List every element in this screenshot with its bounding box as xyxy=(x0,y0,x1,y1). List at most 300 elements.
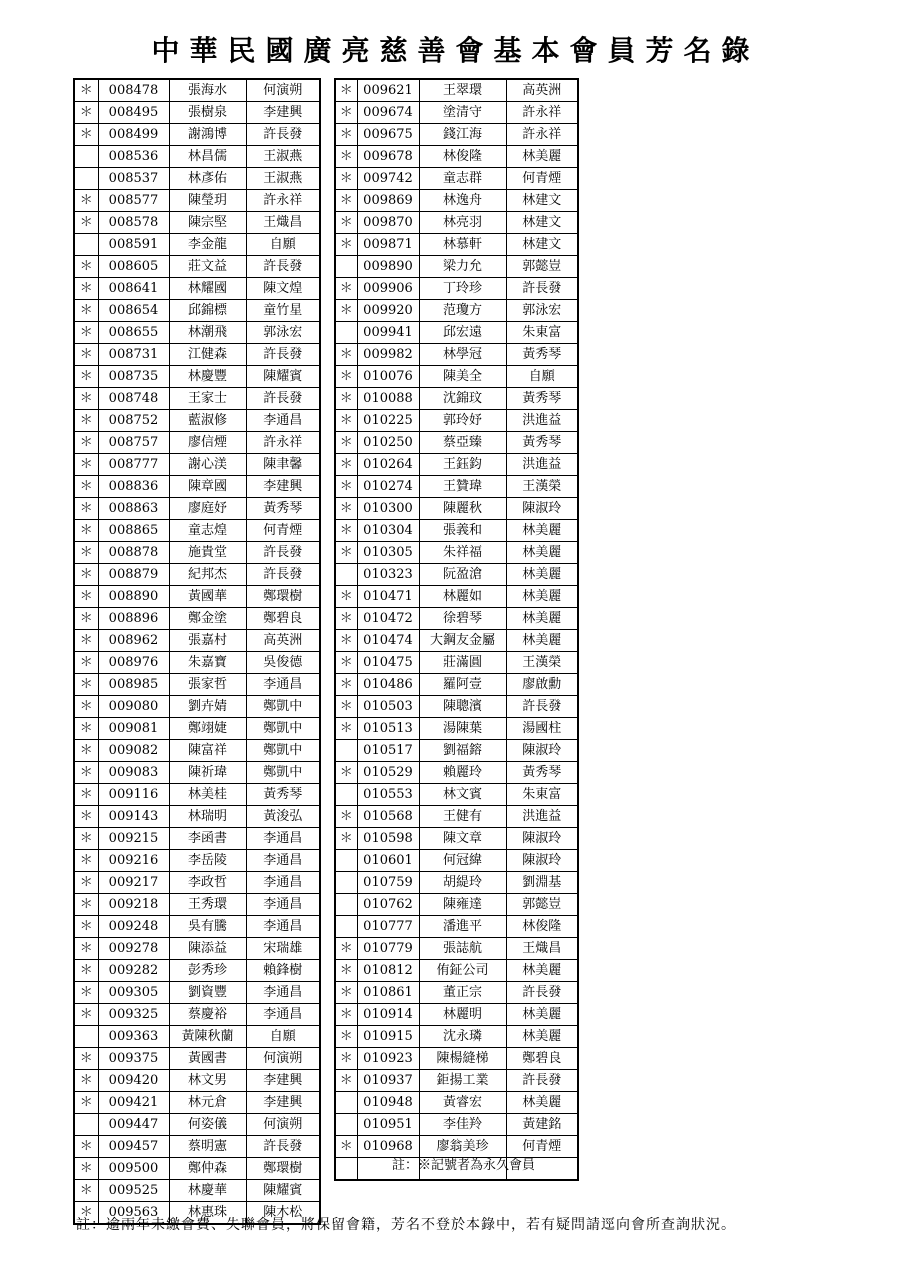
member-id: 010812 xyxy=(357,960,419,982)
referrer-name: 李建興 xyxy=(246,1070,320,1092)
member-name: 塗清守 xyxy=(419,102,506,124)
permanent-mark: ＊ xyxy=(335,674,357,696)
referrer-name: 王漢榮 xyxy=(506,652,578,674)
table-row xyxy=(74,124,320,146)
table-row xyxy=(74,432,320,454)
permanent-mark: ＊ xyxy=(74,630,98,652)
member-id: 009420 xyxy=(98,1070,169,1092)
referrer-name: 林美麗 xyxy=(506,630,578,652)
referrer-name: 林美麗 xyxy=(506,1092,578,1114)
member-id: 009375 xyxy=(98,1048,169,1070)
member-name: 謝心渼 xyxy=(169,454,246,476)
member-id: 008591 xyxy=(98,234,169,256)
referrer-name: 洪進益 xyxy=(506,454,578,476)
member-name: 施貴堂 xyxy=(169,542,246,564)
member-name: 賴麗玲 xyxy=(419,762,506,784)
member-name: 謝鴻博 xyxy=(169,124,246,146)
referrer-name: 何青煙 xyxy=(506,1136,578,1158)
permanent-mark: ＊ xyxy=(335,1136,357,1158)
member-name: 李岳陵 xyxy=(169,850,246,872)
permanent-mark: ＊ xyxy=(335,234,357,256)
member-id: 008735 xyxy=(98,366,169,388)
table-row xyxy=(74,806,320,828)
member-name: 江健森 xyxy=(169,344,246,366)
member-name: 林亮羽 xyxy=(419,212,506,234)
member-name: 紀邦杰 xyxy=(169,564,246,586)
table-row xyxy=(335,476,578,498)
permanent-mark: ＊ xyxy=(335,608,357,630)
member-id: 009920 xyxy=(357,300,419,322)
member-name: 林俊隆 xyxy=(419,146,506,168)
member-id: 008752 xyxy=(98,410,169,432)
member-id: 008536 xyxy=(98,146,169,168)
table-row xyxy=(335,520,578,542)
referrer-name: 童竹星 xyxy=(246,300,320,322)
permanent-mark: ＊ xyxy=(74,476,98,498)
member-name: 林瑞明 xyxy=(169,806,246,828)
table-row xyxy=(74,938,320,960)
referrer-name: 郭懿豈 xyxy=(506,894,578,916)
table-row xyxy=(74,234,320,256)
member-name: 陳祈瑋 xyxy=(169,762,246,784)
permanent-mark: ＊ xyxy=(74,542,98,564)
member-id: 009870 xyxy=(357,212,419,234)
table-row xyxy=(74,586,320,608)
permanent-mark: ＊ xyxy=(335,1004,357,1026)
member-name: 彭秀珍 xyxy=(169,960,246,982)
member-id: 009982 xyxy=(357,344,419,366)
table-row xyxy=(335,278,578,300)
permanent-member-note: 註：※記號者為永久會員 xyxy=(392,1158,536,1173)
permanent-mark: ＊ xyxy=(335,344,357,366)
permanent-mark: ＊ xyxy=(74,762,98,784)
table-row xyxy=(74,1026,320,1048)
member-id: 010568 xyxy=(357,806,419,828)
permanent-mark: ＊ xyxy=(335,388,357,410)
referrer-name: 廖啟勳 xyxy=(506,674,578,696)
table-row xyxy=(74,454,320,476)
permanent-mark: ＊ xyxy=(74,784,98,806)
referrer-name: 宋瑞雄 xyxy=(246,938,320,960)
referrer-name: 自願 xyxy=(506,366,578,388)
permanent-mark: ＊ xyxy=(74,102,98,124)
referrer-name: 何青煙 xyxy=(246,520,320,542)
referrer-name: 陳耀賓 xyxy=(246,366,320,388)
referrer-name: 李通昌 xyxy=(246,828,320,850)
page-title: 中華民國廣亮慈善會基本會員芳名錄 xyxy=(151,34,760,67)
table-row xyxy=(74,256,320,278)
referrer-name: 林美麗 xyxy=(506,1026,578,1048)
table-row xyxy=(74,784,320,806)
table-row xyxy=(335,388,578,410)
referrer-name: 陳文煌 xyxy=(246,278,320,300)
permanent-mark xyxy=(335,256,357,278)
permanent-mark xyxy=(335,564,357,586)
table-row xyxy=(74,1136,320,1158)
referrer-name: 陳淑玲 xyxy=(506,828,578,850)
referrer-name: 林俊隆 xyxy=(506,916,578,938)
member-name: 沈永璘 xyxy=(419,1026,506,1048)
table-row xyxy=(74,190,320,212)
table-row xyxy=(74,762,320,784)
member-id: 009116 xyxy=(98,784,169,806)
permanent-mark: ＊ xyxy=(74,1136,98,1158)
table-row xyxy=(335,410,578,432)
table-row xyxy=(74,630,320,652)
permanent-mark: ＊ xyxy=(74,278,98,300)
permanent-mark: ＊ xyxy=(74,740,98,762)
member-id: 009082 xyxy=(98,740,169,762)
permanent-mark: ＊ xyxy=(335,168,357,190)
member-name: 黃國書 xyxy=(169,1048,246,1070)
permanent-mark: ＊ xyxy=(335,520,357,542)
permanent-mark: ＊ xyxy=(74,1180,98,1202)
permanent-mark: ＊ xyxy=(335,124,357,146)
member-id: 010951 xyxy=(357,1114,419,1136)
member-id: 008985 xyxy=(98,674,169,696)
member-name: 陳章國 xyxy=(169,476,246,498)
permanent-mark xyxy=(335,850,357,872)
permanent-mark: ＊ xyxy=(335,366,357,388)
referrer-name: 何演朔 xyxy=(246,79,320,102)
member-id: 010486 xyxy=(357,674,419,696)
permanent-mark: ＊ xyxy=(335,1048,357,1070)
table-row xyxy=(335,124,578,146)
member-name: 侑鉦公司 xyxy=(419,960,506,982)
referrer-name: 李通昌 xyxy=(246,674,320,696)
referrer-name: 王熾昌 xyxy=(506,938,578,960)
permanent-mark: ＊ xyxy=(335,212,357,234)
table-row xyxy=(335,344,578,366)
member-id: 009363 xyxy=(98,1026,169,1048)
permanent-mark: ＊ xyxy=(335,278,357,300)
referrer-name: 鄭凱中 xyxy=(246,696,320,718)
member-name: 陳雍達 xyxy=(419,894,506,916)
table-row xyxy=(335,806,578,828)
referrer-name: 自願 xyxy=(246,1026,320,1048)
member-name: 王家士 xyxy=(169,388,246,410)
table-row xyxy=(335,1136,578,1158)
referrer-name: 許永祥 xyxy=(246,190,320,212)
member-id: 009421 xyxy=(98,1092,169,1114)
member-name: 陳楊縫梯 xyxy=(419,1048,506,1070)
member-id: 008495 xyxy=(98,102,169,124)
member-name: 阮盈滄 xyxy=(419,564,506,586)
member-id: 009248 xyxy=(98,916,169,938)
referrer-name: 許長發 xyxy=(246,542,320,564)
permanent-mark: ＊ xyxy=(74,828,98,850)
referrer-name: 賴鋒樹 xyxy=(246,960,320,982)
referrer-name: 李通昌 xyxy=(246,872,320,894)
permanent-mark: ＊ xyxy=(74,806,98,828)
referrer-name: 李通昌 xyxy=(246,982,320,1004)
member-name: 何姿儀 xyxy=(169,1114,246,1136)
member-id: 009525 xyxy=(98,1180,169,1202)
table-row xyxy=(335,146,578,168)
permanent-mark xyxy=(335,894,357,916)
table-row xyxy=(74,1092,320,1114)
member-name: 陳聰濱 xyxy=(419,696,506,718)
member-name: 李函書 xyxy=(169,828,246,850)
table-row xyxy=(74,542,320,564)
permanent-mark: ＊ xyxy=(335,432,357,454)
member-id: 008890 xyxy=(98,586,169,608)
member-id: 010475 xyxy=(357,652,419,674)
permanent-mark xyxy=(74,146,98,168)
member-id: 010968 xyxy=(357,1136,419,1158)
table-row xyxy=(335,542,578,564)
referrer-name: 許永祥 xyxy=(246,432,320,454)
member-name: 林文賓 xyxy=(419,784,506,806)
referrer-name: 郭泳宏 xyxy=(506,300,578,322)
member-id: 010088 xyxy=(357,388,419,410)
member-name: 潘進平 xyxy=(419,916,506,938)
permanent-mark: ＊ xyxy=(74,79,98,102)
permanent-mark: ＊ xyxy=(74,938,98,960)
referrer-name: 何演朔 xyxy=(246,1114,320,1136)
member-name: 大鋼友金屬 xyxy=(419,630,506,652)
referrer-name: 洪進益 xyxy=(506,410,578,432)
member-name: 董正宗 xyxy=(419,982,506,1004)
member-id: 010305 xyxy=(357,542,419,564)
member-id: 008499 xyxy=(98,124,169,146)
member-name: 陳富祥 xyxy=(169,740,246,762)
member-id: 008836 xyxy=(98,476,169,498)
member-id: 010861 xyxy=(357,982,419,1004)
permanent-mark: ＊ xyxy=(74,520,98,542)
member-id: 009869 xyxy=(357,190,419,212)
table-row xyxy=(335,718,578,740)
permanent-mark: ＊ xyxy=(74,564,98,586)
member-id: 009282 xyxy=(98,960,169,982)
member-name: 莊滿圓 xyxy=(419,652,506,674)
member-id: 009890 xyxy=(357,256,419,278)
table-row xyxy=(335,1004,578,1026)
permanent-mark: ＊ xyxy=(74,124,98,146)
table-row xyxy=(335,498,578,520)
referrer-name: 陳淑玲 xyxy=(506,740,578,762)
referrer-name: 許長發 xyxy=(506,696,578,718)
member-id: 009217 xyxy=(98,872,169,894)
member-name: 陳美全 xyxy=(419,366,506,388)
table-row xyxy=(335,938,578,960)
member-id: 008577 xyxy=(98,190,169,212)
member-id: 008654 xyxy=(98,300,169,322)
referrer-name: 陳淑玲 xyxy=(506,498,578,520)
referrer-name: 陳淑玲 xyxy=(506,850,578,872)
table-row xyxy=(74,608,320,630)
referrer-name: 林建文 xyxy=(506,190,578,212)
table-row xyxy=(74,894,320,916)
member-id: 010264 xyxy=(357,454,419,476)
permanent-mark: ＊ xyxy=(74,432,98,454)
permanent-mark: ＊ xyxy=(335,586,357,608)
member-id: 010598 xyxy=(357,828,419,850)
table-row xyxy=(74,916,320,938)
table-row xyxy=(335,79,578,102)
referrer-name: 李通昌 xyxy=(246,894,320,916)
referrer-name: 林美麗 xyxy=(506,564,578,586)
table-row xyxy=(335,960,578,982)
member-name: 湯陳葉 xyxy=(419,718,506,740)
member-id: 008777 xyxy=(98,454,169,476)
referrer-name: 黃秀琴 xyxy=(246,784,320,806)
table-row xyxy=(335,828,578,850)
permanent-mark xyxy=(335,872,357,894)
permanent-mark: ＊ xyxy=(335,79,357,102)
member-name: 張義和 xyxy=(419,520,506,542)
permanent-mark xyxy=(335,784,357,806)
permanent-mark: ＊ xyxy=(335,938,357,960)
table-row xyxy=(74,322,320,344)
member-name: 張樹泉 xyxy=(169,102,246,124)
member-id: 009941 xyxy=(357,322,419,344)
member-name: 林潮飛 xyxy=(169,322,246,344)
table-row xyxy=(74,344,320,366)
member-name: 李政哲 xyxy=(169,872,246,894)
permanent-mark: ＊ xyxy=(335,652,357,674)
member-id: 010923 xyxy=(357,1048,419,1070)
member-id: 009278 xyxy=(98,938,169,960)
member-id: 008478 xyxy=(98,79,169,102)
member-name: 李佳羚 xyxy=(419,1114,506,1136)
permanent-mark: ＊ xyxy=(74,916,98,938)
referrer-name: 許永祥 xyxy=(506,124,578,146)
member-id: 009325 xyxy=(98,1004,169,1026)
permanent-mark: ＊ xyxy=(74,366,98,388)
member-name: 劉福鎔 xyxy=(419,740,506,762)
member-id: 009083 xyxy=(98,762,169,784)
member-id: 010937 xyxy=(357,1070,419,1092)
member-id: 009871 xyxy=(357,234,419,256)
member-name: 錢江海 xyxy=(419,124,506,146)
permanent-mark: ＊ xyxy=(74,674,98,696)
referrer-name: 陳聿馨 xyxy=(246,454,320,476)
member-name: 丁玲珍 xyxy=(419,278,506,300)
member-name: 莊文益 xyxy=(169,256,246,278)
referrer-name: 陳耀賓 xyxy=(246,1180,320,1202)
table-row xyxy=(335,564,578,586)
member-id: 009621 xyxy=(357,79,419,102)
table-row xyxy=(335,190,578,212)
referrer-name: 高英洲 xyxy=(246,630,320,652)
table-row xyxy=(335,1026,578,1048)
member-id: 010948 xyxy=(357,1092,419,1114)
permanent-mark: ＊ xyxy=(74,982,98,1004)
permanent-mark: ＊ xyxy=(335,190,357,212)
referrer-name: 黃秀琴 xyxy=(506,344,578,366)
member-name: 王健有 xyxy=(419,806,506,828)
referrer-name: 許長發 xyxy=(246,564,320,586)
table-row xyxy=(74,410,320,432)
member-id: 010472 xyxy=(357,608,419,630)
referrer-name: 何青煙 xyxy=(506,168,578,190)
permanent-mark xyxy=(74,168,98,190)
table-row xyxy=(74,212,320,234)
referrer-name: 李建興 xyxy=(246,476,320,498)
member-name: 張海水 xyxy=(169,79,246,102)
permanent-mark: ＊ xyxy=(335,476,357,498)
member-id: 009447 xyxy=(98,1114,169,1136)
referrer-name: 黃秀琴 xyxy=(506,762,578,784)
table-row xyxy=(335,1114,578,1136)
member-id: 010274 xyxy=(357,476,419,498)
permanent-mark: ＊ xyxy=(335,630,357,652)
permanent-mark: ＊ xyxy=(335,762,357,784)
member-id: 009457 xyxy=(98,1136,169,1158)
permanent-mark: ＊ xyxy=(74,498,98,520)
table-row xyxy=(335,630,578,652)
referrer-name: 許長發 xyxy=(506,1070,578,1092)
member-id: 010076 xyxy=(357,366,419,388)
referrer-name: 許長發 xyxy=(246,388,320,410)
table-row xyxy=(74,168,320,190)
member-name: 廖信煙 xyxy=(169,432,246,454)
member-name: 林麗如 xyxy=(419,586,506,608)
permanent-mark xyxy=(335,1158,357,1181)
table-row xyxy=(335,740,578,762)
permanent-mark: ＊ xyxy=(74,454,98,476)
member-id: 010779 xyxy=(357,938,419,960)
permanent-mark: ＊ xyxy=(74,696,98,718)
member-name: 劉資豐 xyxy=(169,982,246,1004)
table-row xyxy=(74,1114,320,1136)
table-row xyxy=(335,850,578,872)
permanent-mark: ＊ xyxy=(74,894,98,916)
member-id: 010517 xyxy=(357,740,419,762)
member-name: 蔡慶裕 xyxy=(169,1004,246,1026)
table-row xyxy=(335,212,578,234)
member-name: 羅阿壹 xyxy=(419,674,506,696)
permanent-mark: ＊ xyxy=(335,982,357,1004)
member-name: 林學冠 xyxy=(419,344,506,366)
member-name: 林昌儒 xyxy=(169,146,246,168)
referrer-name: 許長發 xyxy=(506,982,578,1004)
member-name: 林文男 xyxy=(169,1070,246,1092)
member-id: 010304 xyxy=(357,520,419,542)
permanent-mark: ＊ xyxy=(335,498,357,520)
table-row xyxy=(335,432,578,454)
table-row xyxy=(74,498,320,520)
table-row xyxy=(335,366,578,388)
member-id: 008863 xyxy=(98,498,169,520)
table-row xyxy=(335,784,578,806)
referrer-name: 黃建銘 xyxy=(506,1114,578,1136)
member-id: 008641 xyxy=(98,278,169,300)
permanent-mark xyxy=(74,1114,98,1136)
table-row xyxy=(335,652,578,674)
referrer-name: 鄭碧良 xyxy=(506,1048,578,1070)
table-row xyxy=(335,916,578,938)
table-row xyxy=(335,322,578,344)
table-row xyxy=(74,366,320,388)
table-row xyxy=(335,872,578,894)
member-id: 010553 xyxy=(357,784,419,806)
table-row xyxy=(74,300,320,322)
table-row xyxy=(335,102,578,124)
referrer-name: 李通昌 xyxy=(246,1004,320,1026)
referrer-name: 李建興 xyxy=(246,1092,320,1114)
member-name: 鄭仲森 xyxy=(169,1158,246,1180)
member-name: 廖庭妤 xyxy=(169,498,246,520)
table-row xyxy=(74,520,320,542)
permanent-mark xyxy=(335,916,357,938)
permanent-mark: ＊ xyxy=(74,190,98,212)
member-id: 010503 xyxy=(357,696,419,718)
member-id: 009218 xyxy=(98,894,169,916)
member-name: 吳有騰 xyxy=(169,916,246,938)
table-row xyxy=(74,1048,320,1070)
